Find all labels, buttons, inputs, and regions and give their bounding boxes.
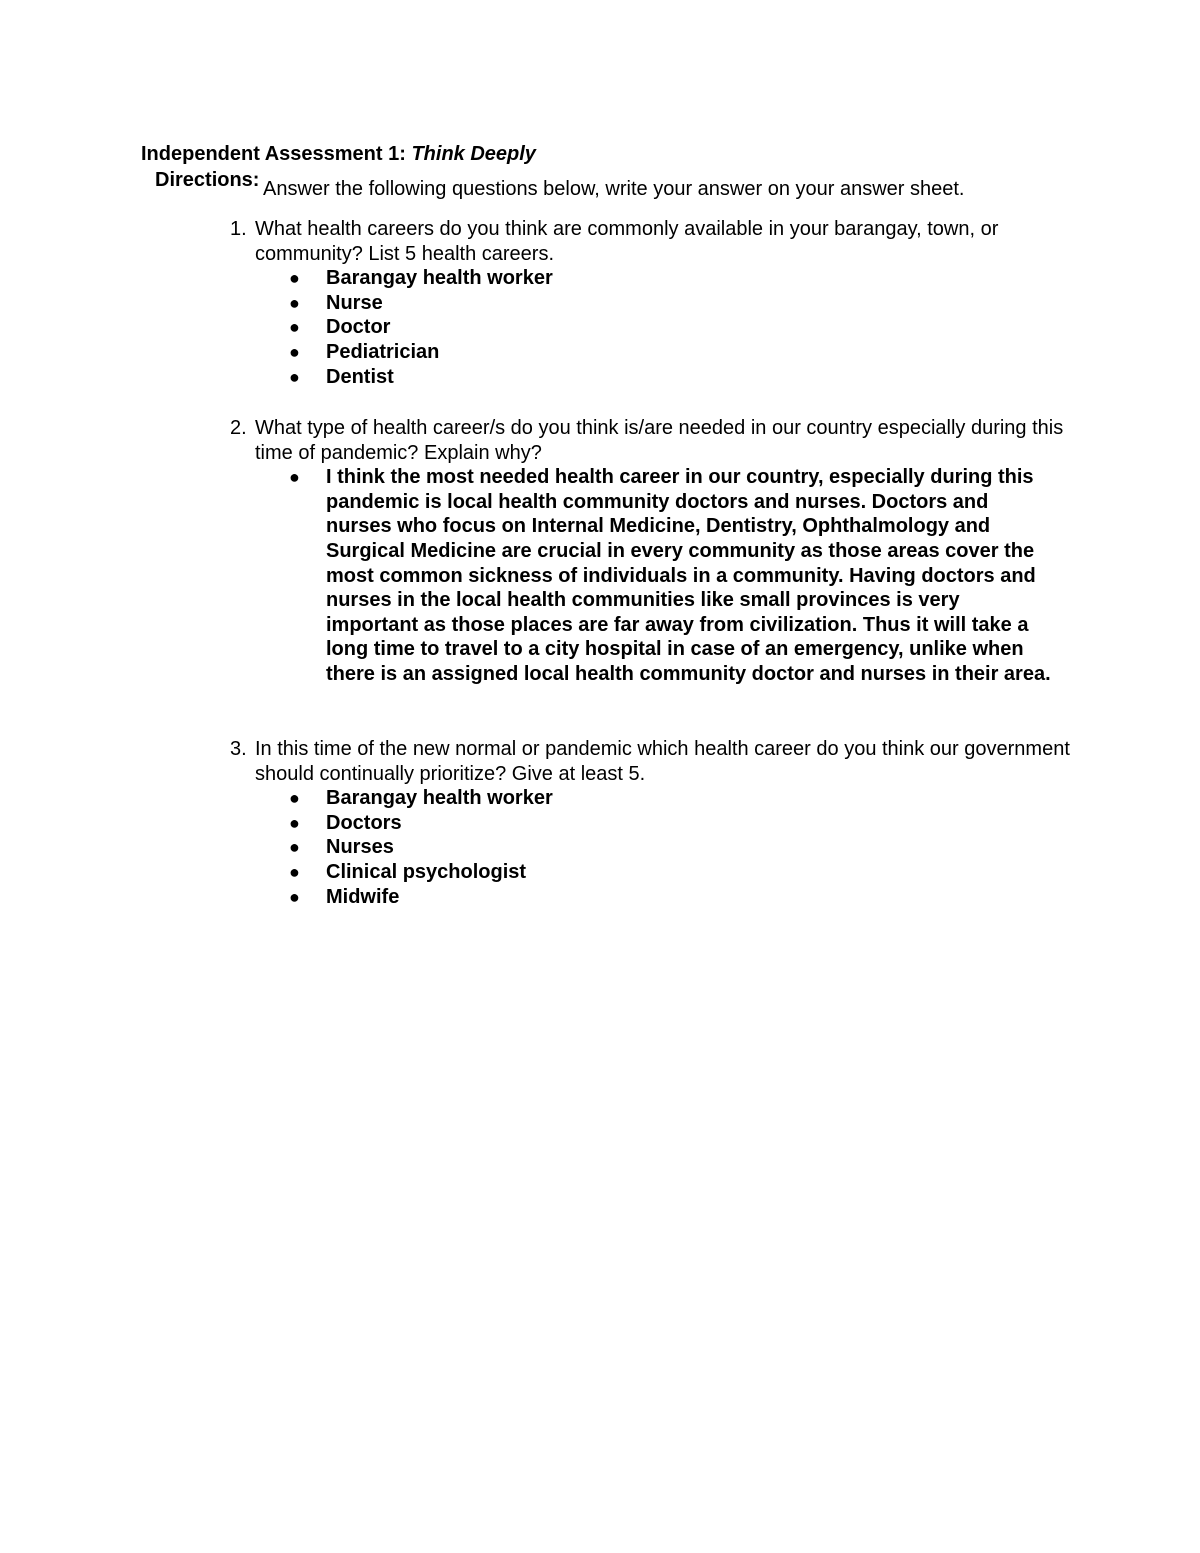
list-item (230, 266, 1080, 291)
bullet-icon: ● (289, 812, 300, 833)
question-text: What type of health career/s do you think is/are needed in our country especially during this time of pandemic? Explain why? (255, 417, 1064, 464)
bullet-icon: ● (289, 861, 300, 882)
answer-text: Doctors (326, 811, 402, 834)
bullet-icon: ● (289, 467, 300, 488)
answer-text: Midwife (326, 885, 400, 908)
bullet-icon: ● (289, 886, 300, 907)
title-italic: Think Deeply (411, 143, 536, 165)
list-item (230, 885, 1080, 910)
bullet-icon: ● (289, 837, 300, 858)
answer-text: Clinical psychologist (326, 860, 527, 883)
answer-text: I think the most needed health career in our country, especially during this pandemic is local health community doctors and nurses. Doctors and nurses who focus on Internal Medicine, Dentistry, Ophthalmology and Surgical Medicine are crucial in every community as those areas cover the most common sickness of individuals in a community. Having doctors and nurses in the local health communities like small provinces is very important as those places are far away from civilization. Thus it will take a long time to travel to a city hospital in case of an emergency, unlike when there is an assigned local health community doctor and nurses in their area. (326, 466, 1051, 685)
bullet-icon: ● (289, 341, 300, 362)
question-text: What health careers do you think are commonly available in your barangay, town, or community? List 5 health careers. (255, 218, 999, 265)
answer-text: Pediatrician (326, 340, 440, 363)
page-title (141, 141, 536, 167)
list-item (230, 291, 1080, 316)
question-number: 3. (230, 738, 247, 760)
title-main: Independent Assessment 1: (141, 143, 412, 165)
question-number: 2. (230, 417, 247, 439)
list-item (230, 315, 1080, 340)
list-item (230, 860, 1080, 885)
answer-list (230, 266, 1080, 389)
list-item (230, 786, 1080, 811)
list-item (230, 835, 1080, 860)
answer-text: Nurses (326, 836, 394, 859)
list-item (230, 340, 1080, 365)
directions-text: Answer the following questions below, write your answer on your answer sheet. (263, 178, 965, 200)
question-number: 1. (230, 218, 247, 240)
question-3 (230, 737, 1080, 909)
bullet-icon: ● (289, 317, 300, 338)
directions-label: Directions: (155, 169, 260, 191)
answer-text: Nurse (326, 291, 383, 314)
bullet-icon: ● (289, 268, 300, 289)
bullet-icon: ● (289, 788, 300, 809)
list-item (230, 465, 1056, 686)
answer-text: Doctor (326, 316, 391, 339)
answer-list (230, 465, 1080, 686)
answer-text: Dentist (326, 365, 394, 388)
list-item (230, 811, 1080, 836)
bullet-icon: ● (289, 366, 300, 387)
question-text: In this time of the new normal or pandemic which health career do you think our government should continually prioritize? Give at least 5. (255, 738, 1070, 785)
question-2 (230, 416, 1080, 687)
bullet-icon: ● (289, 292, 300, 313)
answer-list (230, 786, 1080, 909)
question-1 (230, 217, 1080, 389)
answer-text: Barangay health worker (326, 267, 553, 290)
answer-text: Barangay health worker (326, 787, 553, 810)
list-item (230, 365, 1080, 390)
